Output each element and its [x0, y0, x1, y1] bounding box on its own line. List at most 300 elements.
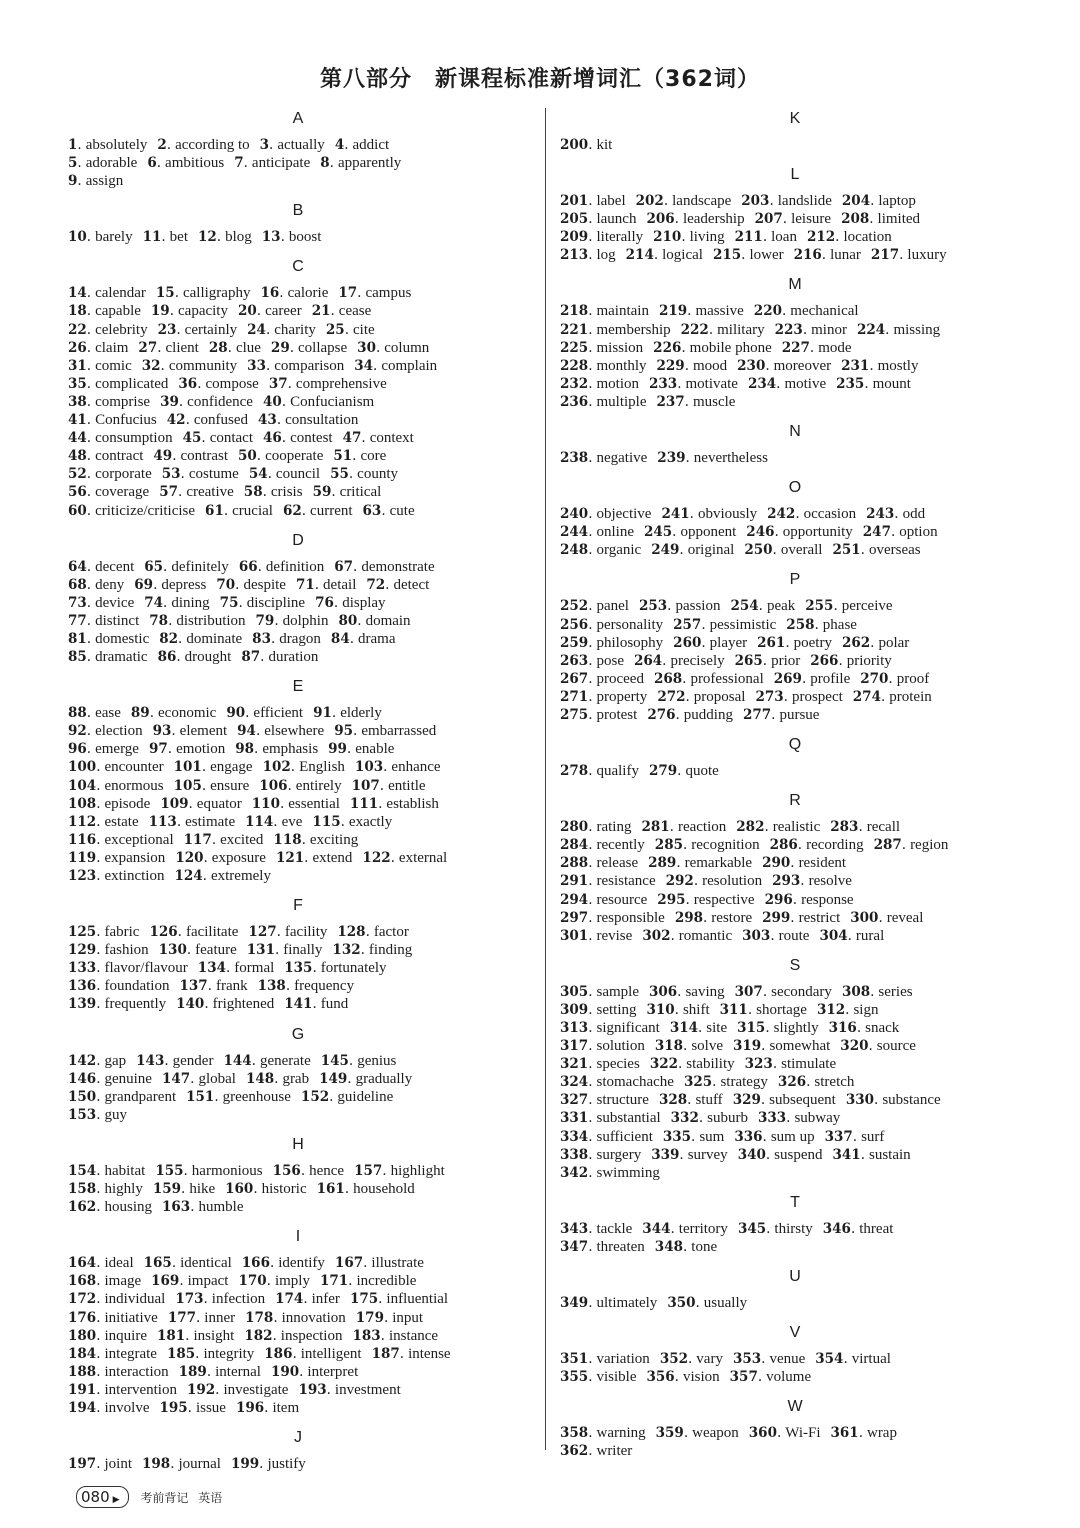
entry-number: 270: [860, 670, 889, 687]
word-row: [68, 447, 528, 465]
entry-word: drama: [358, 630, 396, 647]
word-entry: 360. Wi-Fi: [748, 1425, 821, 1442]
entry-number: 173: [175, 1291, 204, 1308]
word-entry: 213. log: [560, 247, 616, 264]
word-entry: 300. reveal: [850, 909, 924, 926]
entry-number: 163: [162, 1199, 191, 1216]
word-entry: 76. display: [315, 594, 386, 611]
entry-word: reaction: [677, 819, 727, 836]
entry-word: mode: [818, 339, 852, 356]
entry-word: laptop: [878, 193, 916, 210]
word-entry: 238. negative: [560, 450, 648, 467]
entry-word: image: [104, 1273, 142, 1290]
word-entry: 150. grandparent: [68, 1088, 177, 1105]
word-row: [560, 1424, 1030, 1442]
entry-word: efficient: [253, 705, 304, 722]
word-row: [68, 1455, 528, 1473]
word-row: [560, 1368, 1030, 1386]
entry-word: compose: [205, 375, 259, 392]
entry-number: 27: [138, 339, 158, 356]
word-entry: 333. subway: [757, 1110, 841, 1127]
entry-word: contrast: [180, 448, 228, 465]
entry-word: gap: [104, 1052, 127, 1069]
word-entry: 187. intense: [371, 1345, 451, 1362]
word-entry: 56. coverage: [68, 484, 150, 501]
entry-word: restore: [711, 909, 753, 926]
word-entry: 119. expansion: [68, 849, 166, 866]
entry-number: 317: [560, 1038, 589, 1055]
word-row: [560, 1238, 1030, 1256]
word-entry: 350. usually: [667, 1295, 748, 1312]
word-entry: 191. intervention: [68, 1381, 177, 1398]
entry-number: 207: [754, 211, 783, 228]
entry-number: 80: [338, 612, 358, 629]
word-row: [68, 795, 528, 813]
word-entry: 99. enable: [328, 741, 395, 758]
entry-word: equator: [196, 795, 242, 812]
entry-number: 256: [560, 616, 589, 633]
entry-word: distribution: [176, 612, 246, 629]
word-entry: 218. maintain: [560, 303, 649, 320]
entry-word: sustain: [869, 1146, 911, 1163]
entry-word: ultimately: [596, 1295, 658, 1312]
entry-number: 148: [245, 1070, 275, 1087]
entry-number: 82: [159, 630, 179, 647]
entry-number: 219: [658, 303, 688, 320]
entry-number: 145: [320, 1052, 349, 1069]
entry-word: objective: [596, 506, 652, 523]
word-entry: 282. realistic: [736, 819, 821, 836]
word-entry: 284. recently: [560, 837, 645, 854]
entry-word: capable: [95, 303, 141, 320]
word-entry: 257. pessimistic: [673, 616, 777, 633]
word-entry: 40. Confucianism: [262, 393, 375, 410]
word-entry: 192. investigate: [186, 1381, 289, 1398]
entry-word: stuff: [695, 1092, 723, 1109]
word-entry: 233. motivate: [649, 375, 738, 392]
word-entry: 211. loan: [734, 229, 797, 246]
entry-word: literally: [596, 229, 644, 246]
word-entry: 167. illustrate: [334, 1255, 424, 1272]
word-entry: 329. subsequent: [732, 1092, 836, 1109]
word-entry: 116. exceptional: [68, 831, 174, 848]
entry-number: 286: [769, 837, 798, 854]
word-entry: 318. solve: [654, 1038, 723, 1055]
word-entry: 186. intelligent: [264, 1345, 362, 1362]
word-entry: 46. contest: [263, 430, 333, 447]
entry-word: issue: [195, 1399, 226, 1416]
word-entry: 133. flavor/flavour: [68, 960, 188, 977]
word-entry: 237. muscle: [656, 393, 736, 410]
entry-number: 96: [68, 741, 87, 758]
word-entry: 57. creative: [159, 484, 234, 501]
entry-number: 121: [275, 849, 305, 866]
entry-word: Wi-Fi: [785, 1425, 821, 1442]
word-entry: 168. image: [68, 1273, 142, 1290]
entry-word: variation: [596, 1351, 650, 1368]
entry-number: 156: [272, 1162, 301, 1179]
entry-number: 342: [560, 1164, 589, 1181]
word-entry: 254. peak: [730, 598, 796, 615]
entry-number: 284: [560, 837, 589, 854]
entry-word: original: [687, 542, 735, 559]
entry-number: 4: [334, 137, 345, 153]
entry-word: maintain: [596, 303, 649, 320]
entry-number: 263: [560, 652, 589, 669]
entry-number: 282: [736, 819, 765, 836]
entry-word: proposal: [693, 688, 746, 705]
word-entry: 14. calendar: [68, 285, 146, 302]
entry-number: 283: [830, 819, 859, 836]
entry-word: definitely: [171, 558, 229, 575]
word-entry: 92. election: [68, 723, 143, 740]
entry-word: thirsty: [774, 1220, 813, 1237]
entry-number: 177: [167, 1309, 196, 1326]
entry-number: 43: [258, 412, 277, 429]
word-entry: 343. tackle: [560, 1220, 633, 1237]
word-entry: 172. individual: [68, 1291, 166, 1308]
word-row: [560, 927, 1030, 945]
entry-word: calorie: [287, 285, 329, 302]
entry-word: muscle: [692, 393, 736, 410]
entry-word: volume: [766, 1369, 812, 1386]
word-entry: 87. duration: [241, 649, 319, 666]
entry-number: 203: [741, 193, 770, 210]
word-entry: 335. sum: [662, 1128, 725, 1145]
word-row: [560, 872, 1030, 890]
word-entry: 109. equator: [160, 795, 242, 812]
entry-word: harmonious: [191, 1162, 263, 1179]
entry-word: frequency: [294, 978, 355, 995]
word-entry: 355. visible: [560, 1369, 637, 1386]
entry-word: lower: [749, 247, 784, 264]
word-entry: 178. innovation: [245, 1309, 346, 1326]
entry-word: estimate: [185, 813, 236, 830]
word-row: [560, 136, 1030, 154]
entry-number: 261: [757, 634, 786, 651]
word-row: [560, 616, 1030, 634]
entry-number: 134: [197, 960, 226, 977]
entry-number: 10: [68, 229, 87, 246]
entry-number: 353: [732, 1351, 762, 1368]
entry-number: 162: [68, 1199, 97, 1216]
entry-number: 360: [748, 1425, 777, 1442]
entry-word: significant: [596, 1020, 660, 1036]
entry-word: facilitate: [185, 924, 239, 941]
entry-word: English: [299, 759, 345, 776]
entry-number: 113: [148, 813, 177, 830]
word-row: [560, 339, 1030, 357]
letter-section: [68, 1024, 528, 1134]
entry-number: 321: [560, 1056, 589, 1073]
entry-number: 313: [560, 1020, 589, 1036]
entry-number: 5: [68, 155, 78, 172]
word-entry: 142. gap: [68, 1052, 127, 1069]
word-entry: 158. highly: [68, 1181, 143, 1198]
entry-word: motivate: [685, 375, 738, 392]
entry-word: organic: [596, 542, 642, 559]
word-row: [560, 321, 1030, 339]
word-entry: 66. definition: [238, 558, 325, 575]
entry-number: 348: [654, 1238, 683, 1255]
word-entry: 185. integrity: [166, 1345, 255, 1362]
entry-number: 155: [155, 1162, 184, 1179]
entry-number: 98: [235, 741, 255, 758]
entry-word: comprehensive: [295, 375, 387, 392]
word-entry: 4. addict: [334, 137, 390, 153]
entry-word: exposure: [211, 849, 266, 866]
entry-number: 264: [633, 652, 663, 669]
entry-number: 52: [68, 466, 87, 483]
word-entry: 241. obviously: [661, 506, 758, 523]
section-letter: T: [790, 1193, 800, 1211]
word-entry: 149. gradually: [319, 1070, 413, 1087]
entry-number: 361: [830, 1425, 859, 1442]
word-entry: 246. opportunity: [746, 524, 853, 541]
word-entry: 135. fortunately: [284, 960, 387, 977]
word-entry: 183. instance: [352, 1327, 439, 1344]
entry-word: campus: [365, 285, 412, 302]
entry-word: enable: [355, 741, 395, 758]
entry-number: 362: [560, 1443, 589, 1460]
entry-word: interaction: [104, 1363, 169, 1380]
word-entry: 357. volume: [729, 1369, 812, 1386]
word-entry: 196. item: [235, 1399, 300, 1416]
word-row: [560, 818, 1030, 836]
word-entry: 331. substantial: [560, 1110, 661, 1127]
word-entry: 159. hike: [152, 1181, 216, 1198]
word-entry: 251. overseas: [832, 542, 921, 559]
entry-number: 287: [873, 837, 902, 854]
word-row: [68, 1290, 528, 1308]
word-entry: 245. opponent: [643, 524, 737, 541]
word-entry: 301. revise: [560, 927, 633, 944]
entry-number: 67: [334, 558, 354, 575]
entry-number: 36: [178, 375, 198, 392]
entry-number: 133: [68, 960, 97, 977]
entry-word: extremely: [210, 868, 271, 884]
entry-number: 20: [237, 303, 257, 320]
entry-word: resolve: [808, 873, 852, 890]
word-entry: 188. interaction: [68, 1363, 169, 1380]
entry-word: crisis: [270, 484, 303, 501]
word-entry: 259. philosophy: [560, 634, 664, 651]
word-entry: 41. Confucius: [68, 412, 157, 429]
entry-word: instance: [388, 1327, 439, 1344]
entry-number: 54: [248, 466, 268, 483]
entry-word: polar: [878, 634, 910, 651]
word-entry: 125. fabric: [68, 924, 140, 941]
entry-word: fund: [320, 996, 349, 1013]
word-entry: 177. inner: [167, 1309, 236, 1326]
entry-word: threat: [859, 1220, 894, 1237]
word-row: [560, 1109, 1030, 1127]
entry-word: grab: [282, 1070, 310, 1087]
word-entry: 208. limited: [841, 211, 921, 228]
word-entry: 145. genius: [320, 1052, 397, 1069]
word-entry: 51. core: [333, 448, 387, 465]
word-row: [68, 867, 528, 885]
word-entry: 248. organic: [560, 542, 642, 559]
entry-word: passion: [675, 598, 721, 615]
entry-word: multiple: [596, 393, 647, 410]
entry-number: 136: [68, 978, 97, 995]
entry-word: structure: [596, 1092, 649, 1109]
word-entry: 361. wrap: [830, 1425, 897, 1442]
entry-word: fabric: [104, 924, 140, 941]
triangle-icon: ▶: [112, 1495, 120, 1505]
entry-word: essential: [288, 795, 340, 812]
entry-word: comparison: [274, 357, 345, 374]
section-letter: H: [292, 1135, 304, 1153]
word-entry: 303. route: [742, 927, 810, 944]
word-entry: 198. journal: [142, 1456, 221, 1473]
entry-word: sum up: [770, 1128, 815, 1145]
entry-number: 18: [68, 303, 87, 320]
entry-number: 107: [351, 777, 380, 794]
entry-number: 315: [737, 1020, 766, 1036]
letter-section: [68, 530, 528, 677]
entry-word: subway: [794, 1110, 841, 1127]
entry-number: 195: [159, 1399, 188, 1416]
entry-number: 228: [560, 357, 589, 374]
word-entry: 141. fund: [284, 996, 349, 1013]
entry-number: 230: [737, 357, 766, 374]
word-entry: 20. career: [237, 303, 302, 320]
word-entry: 214. logical: [625, 247, 703, 264]
entry-word: responsible: [596, 909, 665, 926]
word-row: [68, 995, 528, 1013]
word-entry: 306. saving: [648, 983, 725, 1000]
letter-section: [560, 1192, 1030, 1266]
entry-word: entitle: [388, 777, 426, 794]
entry-word: initiative: [104, 1309, 158, 1326]
entry-number: 323: [744, 1056, 773, 1073]
word-entry: 12. blog: [198, 229, 252, 246]
word-entry: 358. warning: [560, 1425, 646, 1442]
word-row: [68, 284, 528, 302]
entry-number: 306: [648, 983, 678, 1000]
entry-word: emerge: [95, 741, 139, 758]
entry-number: 253: [638, 598, 668, 615]
word-entry: 184. integrate: [68, 1345, 157, 1362]
word-entry: 354. virtual: [815, 1351, 891, 1368]
entry-number: 169: [151, 1273, 180, 1290]
entry-number: 200: [560, 137, 589, 153]
entry-word: qualify: [596, 763, 639, 780]
entry-number: 93: [152, 723, 172, 740]
word-entry: 152. guideline: [300, 1088, 394, 1105]
entry-word: warning: [596, 1425, 646, 1442]
entry-word: precisely: [670, 652, 725, 669]
entry-number: 259: [560, 634, 589, 651]
word-entry: 21. cease: [311, 303, 372, 320]
entry-word: Confucius: [95, 412, 157, 429]
word-row: [68, 722, 528, 740]
entry-word: coverage: [95, 484, 150, 501]
entry-word: intense: [408, 1345, 451, 1362]
word-entry: 1. absolutely: [68, 137, 148, 153]
word-entry: 346. threat: [822, 1220, 894, 1237]
word-entry: 53. costume: [161, 466, 239, 483]
entry-number: 24: [247, 321, 266, 338]
word-entry: 69. depress: [134, 576, 207, 593]
letter-section: [68, 200, 528, 256]
entry-number: 285: [654, 837, 683, 854]
word-entry: 147. global: [161, 1070, 236, 1087]
entry-number: 347: [560, 1238, 589, 1255]
entry-word: decent: [95, 558, 135, 575]
entry-word: release: [596, 855, 639, 872]
page-footer: [76, 1486, 222, 1508]
entry-word: vision: [682, 1369, 720, 1386]
entry-word: celebrity: [95, 321, 148, 338]
word-entry: 160. historic: [225, 1181, 307, 1198]
entry-number: 266: [810, 652, 839, 669]
word-entry: 85. dramatic: [68, 649, 148, 666]
entry-number: 37: [268, 375, 288, 392]
word-entry: 225. mission: [560, 339, 644, 356]
word-entry: 155. harmonious: [155, 1162, 263, 1179]
entry-number: 226: [653, 339, 682, 356]
entry-number: 310: [646, 1001, 675, 1018]
entry-number: 109: [160, 795, 189, 812]
word-row: [68, 429, 528, 447]
entry-number: 272: [657, 688, 686, 705]
entry-number: 234: [747, 375, 777, 392]
entry-word: calendar: [95, 285, 146, 302]
entry-word: cite: [353, 321, 375, 338]
entry-number: 129: [68, 942, 97, 959]
entry-number: 255: [805, 598, 834, 615]
entry-word: claim: [95, 339, 129, 356]
entry-number: 170: [238, 1273, 267, 1290]
entry-number: 182: [244, 1327, 273, 1344]
entry-word: community: [168, 357, 238, 374]
word-entry: 48. contract: [68, 448, 144, 465]
entry-word: involve: [104, 1399, 150, 1416]
word-entry: 242. occasion: [767, 506, 857, 523]
entry-number: 22: [68, 321, 87, 338]
entry-word: somewhat: [769, 1038, 831, 1055]
word-entry: 180. inquire: [68, 1327, 147, 1344]
word-entry: 270. proof: [860, 670, 930, 687]
entry-word: cooperate: [265, 448, 324, 465]
entry-number: 110: [251, 795, 280, 812]
entry-word: sign: [853, 1001, 879, 1018]
entry-word: substantial: [596, 1110, 661, 1127]
entry-number: 87: [241, 649, 261, 666]
word-entry: 108. episode: [68, 795, 151, 812]
entry-word: finding: [368, 942, 413, 959]
entry-number: 280: [560, 819, 589, 836]
entry-number: 84: [330, 630, 350, 647]
word-entry: 240. objective: [560, 506, 652, 523]
entry-number: 250: [744, 542, 773, 559]
word-entry: 269. profile: [773, 670, 851, 687]
word-entry: 157. highlight: [354, 1162, 445, 1179]
word-entry: 84. drama: [330, 630, 396, 647]
word-entry: 189. internal: [178, 1363, 261, 1380]
word-entry: 231. mostly: [841, 357, 919, 374]
entry-word: sufficient: [596, 1128, 653, 1145]
word-entry: 316. snack: [828, 1020, 900, 1036]
entry-word: profile: [810, 670, 851, 687]
entry-number: 15: [155, 285, 175, 302]
book-name: 考前背记: [140, 1491, 189, 1505]
entry-word: ideal: [104, 1255, 134, 1272]
entry-word: subsequent: [769, 1092, 836, 1109]
